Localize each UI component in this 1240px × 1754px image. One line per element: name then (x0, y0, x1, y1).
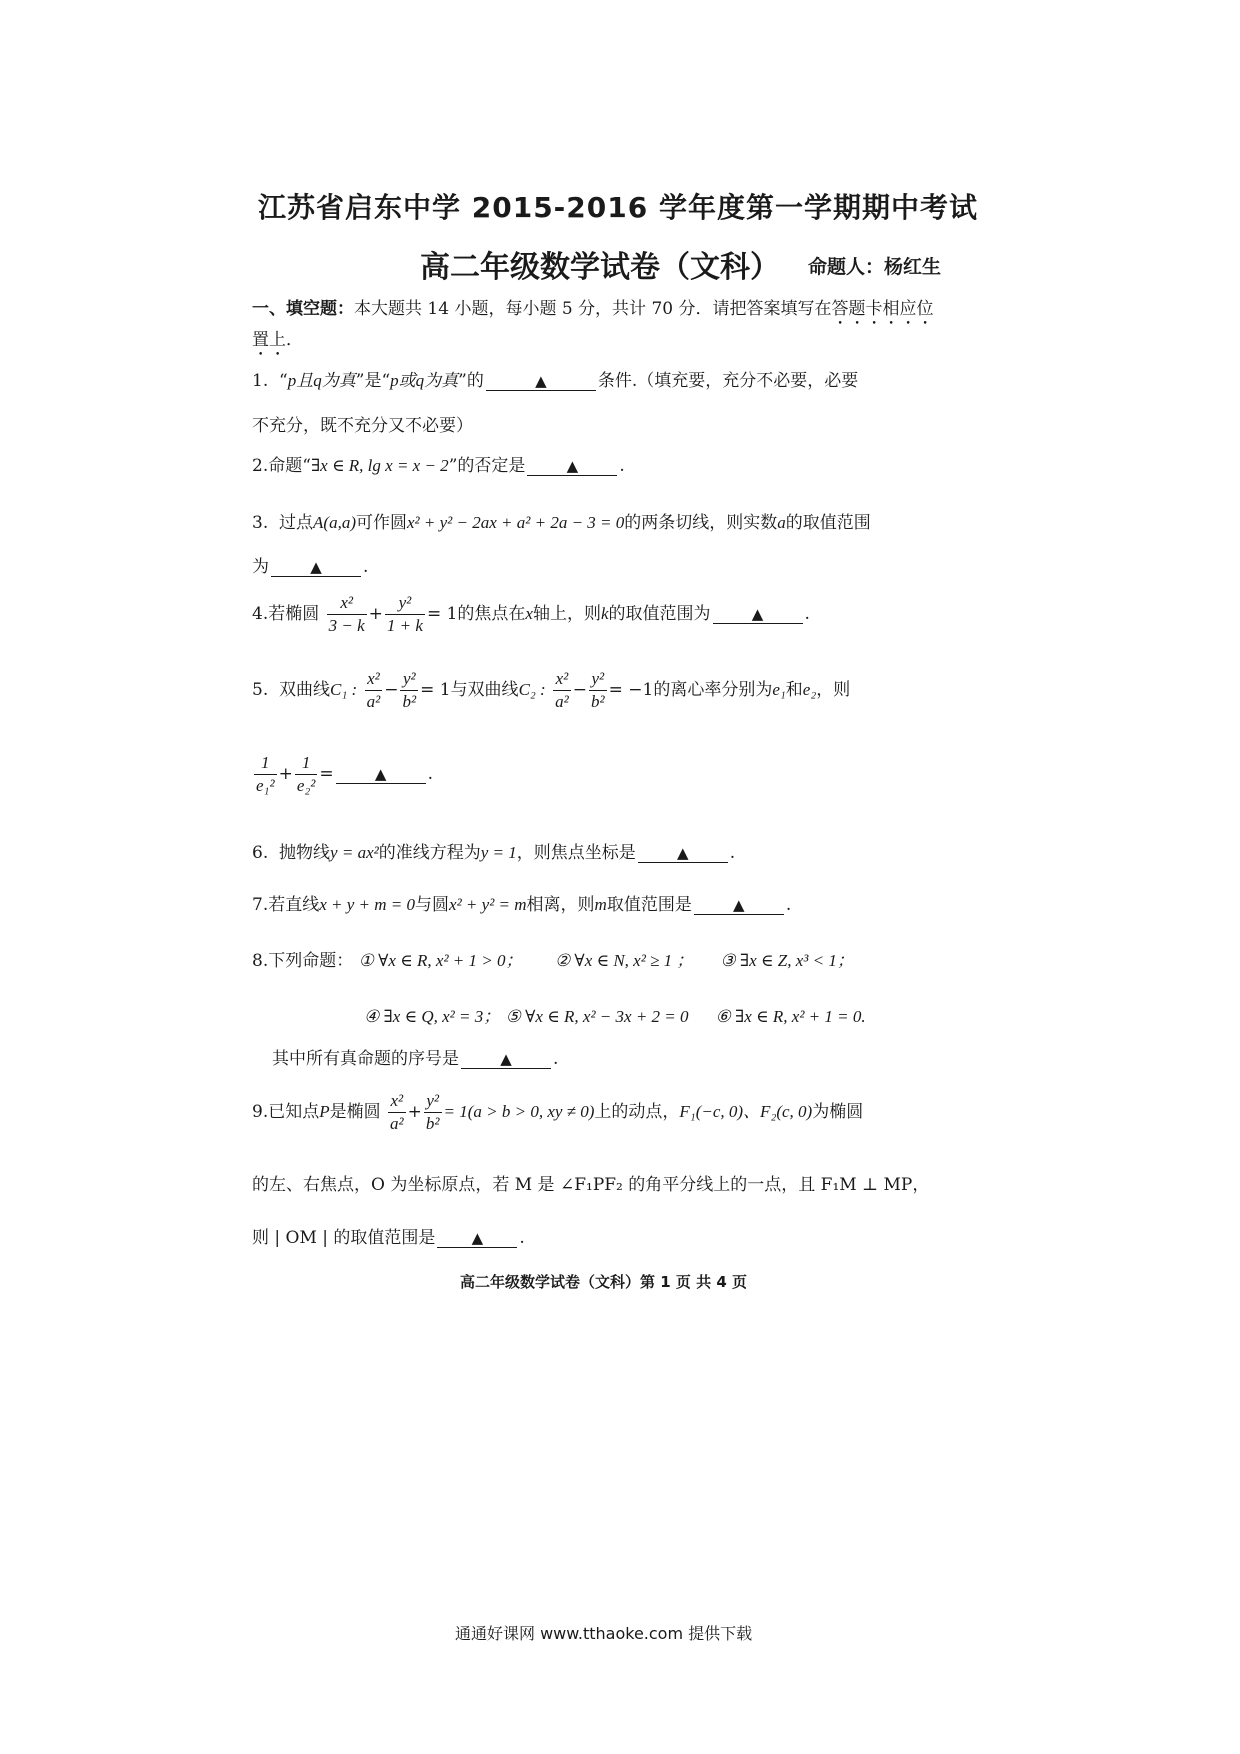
fraction: $\frac{\text{y²}}{\text{b²}}$ (591, 669, 605, 711)
fraction: $\frac{\text{x²}}{\text{a²}}$ (555, 669, 569, 711)
fraction: $\frac{\text{y²}}{1 + k}$ (386, 593, 423, 635)
exam-subtitle: 高二年级数学试卷（文科） (420, 250, 780, 285)
question-5-line2: $\frac{1}{\text{e₁²}}$ + $\frac{1}{\text{e₂²}}$ = ▲ . (256, 753, 434, 795)
question-9: 9.已知点P是椭圆 $\frac{\text{x²}}{\text{a²}}$ + $\frac{\text{y²}}{\text{b²}}$ = 1(a > b > 0, xy ≠ 0)上的动点，F₁(−c, 0)、F₂(c, 0)为椭圆 (252, 1091, 864, 1133)
answer-blank[interactable]: ▲ (527, 457, 617, 476)
question-3-line2: 为 ▲ . (252, 557, 369, 577)
emphasis-text: 答题卡相应位 (831, 299, 934, 319)
question-1: 1. “p且q为真”是“p或q为真”的 ▲ 条件.（填充要，充分不必要，必要 (252, 371, 859, 391)
fraction: $\frac{\text{y²}}{\text{b²}}$ (425, 1091, 440, 1133)
question-8-line3: 其中所有真命题的序号是 ▲ . (272, 1049, 559, 1069)
section-intro: 一、填空题：本大题共 14 小题，每小题 5 分，共计 70 分．请把答案填写在答题卡相应位 (252, 299, 934, 319)
section-intro-line2: 置上． (252, 330, 303, 350)
question-4: 4.若椭圆 $\frac{\text{x²}}{3 - k}$ + $\frac{\text{y²}}{1 + k}$ = 1的焦点在x轴上，则k的取值范围为 ▲ . (252, 593, 810, 635)
question-6: 6. 抛物线y = ax²的准线方程为y = 1，则焦点坐标是 ▲ . (252, 843, 736, 863)
question-3: 3. 过点A(a,a)可作圆x² + y² − 2ax + a² + 2a − 3 = 0的两条切线，则实数a的取值范围 (252, 513, 871, 533)
fraction: $\frac{\text{x²}}{\text{a²}}$ (390, 1091, 404, 1133)
question-5: 5. 双曲线C₁ : $\frac{\text{x²}}{\text{a²}}$ − $\frac{\text{y²}}{\text{b²}}$ = 1与双曲线C₂ : $\frac{\text{x²}}{\text{a²}}$ − $\frac{\text{y²}}{\text{b²}}$ = −1的离心率分别为e₁和e₂，则 (252, 669, 851, 711)
fraction: $\frac{\text{x²}}{\text{a²}}$ (366, 669, 381, 711)
exam-author: 命题人：杨红生 (808, 256, 942, 278)
fraction: $\frac{1}{\text{e₁²}}$ (256, 753, 275, 795)
answer-blank[interactable]: ▲ (694, 896, 784, 915)
fraction: $\frac{1}{\text{e₂²}}$ (296, 753, 316, 795)
question-9-line2: 的左、右焦点，O 为坐标原点，若 M 是 ∠F₁PF₂ 的角平分线上的一点，且 F₁M ⊥ MP， (252, 1175, 930, 1195)
answer-blank[interactable]: ▲ (437, 1229, 517, 1248)
fraction: $\frac{\text{y²}}{\text{b²}}$ (402, 669, 417, 711)
answer-blank[interactable]: ▲ (713, 605, 803, 624)
question-2: 2.命题“∃x ∈ R, lg x = x − 2”的否定是 ▲ . (252, 456, 625, 476)
fraction: $\frac{\text{x²}}{3 - k}$ (328, 593, 365, 635)
question-7: 7.若直线x + y + m = 0与圆x² + y² = m相离，则m取值范围是 ▲ . (252, 895, 792, 915)
answer-blank[interactable]: ▲ (638, 844, 728, 863)
answer-blank[interactable]: ▲ (336, 765, 426, 784)
question-1-line2: 不充分，既不充分又不必要） (252, 416, 473, 436)
question-8: 8.下列命题： ① ∀x ∈ R, x² + 1 > 0； ② ∀x ∈ N, x² ≥ 1 ； ③ ∃x ∈ Z, x³ < 1； (252, 951, 854, 971)
question-8-line2: ④ ∃x ∈ Q, x² = 3； ⑤ ∀x ∈ R, x² − 3x + 2 = 0 ⑥ ∃x ∈ R, x² + 1 = 0. (364, 1007, 866, 1026)
page-footer: 高二年级数学试卷（文科）第 1 页 共 4 页 (460, 1273, 747, 1291)
question-9-line3: 则 | OM | 的取值范围是 ▲ . (252, 1228, 525, 1248)
section-label: 一、填空题： (252, 299, 354, 319)
answer-blank[interactable]: ▲ (271, 558, 361, 577)
exam-title: 江苏省启东中学 2015-2016 学年度第一学期期中考试 (258, 191, 978, 224)
source-watermark: 通通好课网 www.tthaoke.com 提供下载 (455, 1624, 753, 1643)
answer-blank[interactable]: ▲ (461, 1050, 551, 1069)
answer-blank[interactable]: ▲ (486, 372, 596, 391)
